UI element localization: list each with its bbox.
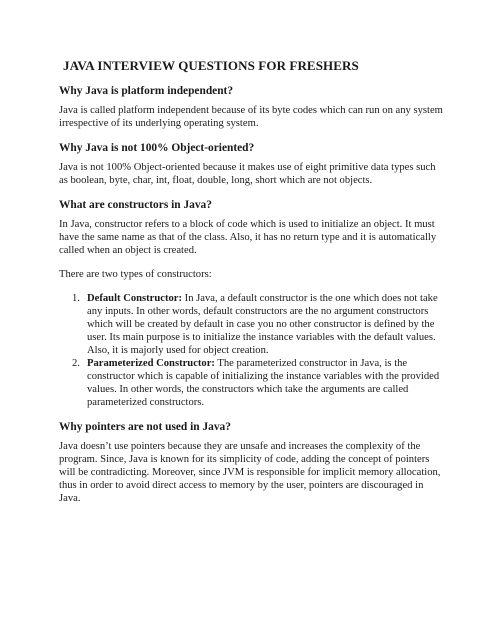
- list-item: [59, 292, 445, 357]
- list-item-number: 2.: [72, 358, 80, 369]
- answer-pointers: Java doesn’t use pointers because they are unsafe and increases the complexity of the program. Since, Java is known for its simplicity of code, adding the concept of pointers will be contradicting. Moreover, since JVM is responsible for implicit memory allocation, thus in order to avoid direct access to memory by the user, pointers are discouraged in Java.: [59, 441, 441, 504]
- question-object-oriented: Why Java is not 100% Object-oriented?: [59, 142, 255, 154]
- question-pointers: Why pointers are not used in Java?: [59, 421, 231, 433]
- list-item: [59, 357, 445, 409]
- answer-platform-independent: Java is called platform independent because of its byte codes which can run on any system irrespective of its underlying operating system.: [59, 105, 443, 129]
- list-item-number: 1.: [72, 293, 80, 304]
- list-item-term: Default Constructor:: [87, 293, 183, 304]
- question-platform-independent: Why Java is platform independent?: [59, 85, 234, 97]
- list-item-term: Parameterized Constructor:: [87, 358, 215, 369]
- answer-constructors: In Java, constructor refers to a block of code which is used to initialize an object. It must have the same name as that of the class. Also, it has no return type and it is automatically called when an object is created.: [59, 219, 437, 256]
- answer-object-oriented: Java is not 100% Object-oriented because it makes use of eight primitive data types such as boolean, byte, char, int, float, double, long, short which are not objects.: [59, 162, 436, 186]
- constructors-intro: There are two types of constructors:: [59, 269, 212, 280]
- list-item-text: The parameterized constructor in Java, is the constructor which is capable of initializing the instance variables with the provided values. In other words, the constructors which take the arguments are called parameterized constructors.: [87, 358, 440, 408]
- document-title: JAVA INTERVIEW QUESTIONS FOR FRESHERS: [63, 58, 359, 73]
- constructor-types-list: [59, 292, 445, 409]
- list-item-text: In Java, a default constructor is the one which does not take any inputs. In other words, default constructors are the no argument constructors which will be created by default in case you no other constructor is defined by the user. Its main purpose is to initialize the instance variables with the default values. Also, it is majorly used for object creation.: [87, 293, 438, 356]
- question-constructors: What are constructors in Java?: [59, 199, 212, 211]
